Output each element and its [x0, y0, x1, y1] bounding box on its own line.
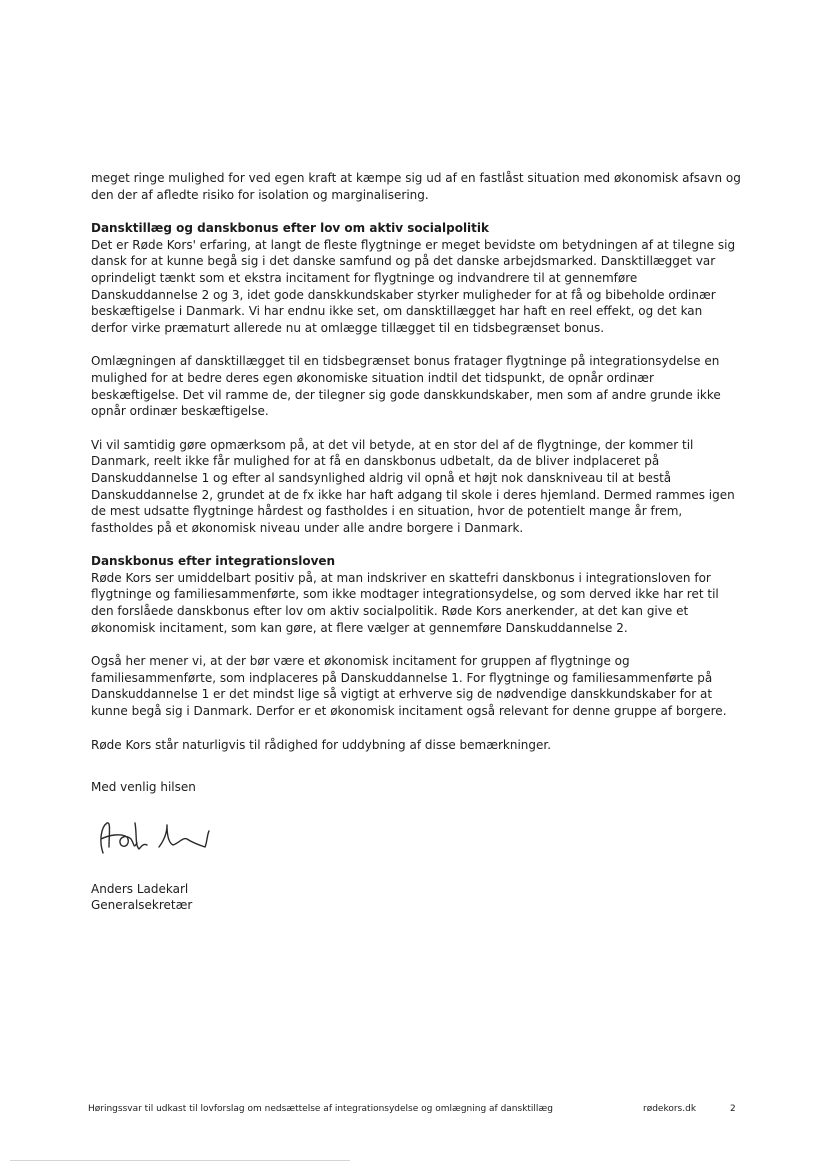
paragraph-continuation: meget ringe mulighed for ved egen kraft at kæmpe sig ud af en fastlåst situation med økonomisk afsavn og den der af afledte risiko for isolation og marginalisering.	[91, 171, 741, 202]
section-heading-danskbonus: Danskbonus efter integrationsloven	[91, 554, 336, 569]
paragraph-danskbonus-intro: Røde Kors ser umiddelbart positiv på, at man indskriver en skattefri danskbonus i integrationsloven for flygtninge og familiesammenførte, som ikke modtager integrationsydelse, og som derved ikke har ret til den forslåede danskbonus efter lov om aktiv socialpolitik. Røde Kors anerkender, at det kan give et økonomisk incitament, som kan gøre, at flere vælger at gennemføre Danskuddannelse 2.	[91, 570, 719, 635]
signer-title: Generalsekretær	[91, 898, 193, 913]
paragraph-raadighed: Røde Kors står naturligvis til rådighed for uddybning af disse bemærkninger.	[91, 737, 552, 752]
handwritten-signature	[95, 813, 225, 861]
footer-website: rødekors.dk	[643, 1104, 697, 1114]
closing-greeting: Med venlig hilsen	[91, 780, 196, 795]
footer-page-number: 2	[730, 1104, 736, 1114]
paragraph-omlaegning: Omlægningen af dansktillægget til en tidsbegrænset bonus fratager flygtninge på integrationsydelse en mulighed for at bedre deres egen økonomiske situation indtil det tidspunkt, de opnår ordinær beskæftigelse. Det vil ramme de, der tilegner sig gode danskkundskaber, men som af andre grunde ikke opnår ordinær beskæftigelse.	[91, 354, 721, 419]
paragraph-okonomisk-incitament: Også her mener vi, at der bør være et økonomisk incitament for gruppen af flygtninge og familiesammenførte, som indplaceres på Danskuddannelse 1. For flygtninge og familiesammenførte på Danskuddannelse 1 er det mindst lige så vigtigt at erhverve sig de nødvendige danskkundskaber for at kunne begå sig i Danmark. Derfor er et økonomisk incitament også relevant for denne gruppe af borgere.	[91, 654, 727, 719]
footer-document-title: Høringssvar til udkast til lovforslag om nedsættelse af integrationsydelse og omlægning af dansktillæg	[88, 1104, 553, 1114]
letter-body	[91, 170, 741, 914]
paragraph-opmaerksom: Vi vil samtidig gøre opmærksom på, at det vil betyde, at en stor del af de flygtninge, der kommer til Danmark, reelt ikke får mulighed for at få en danskbonus udbetalt, da de bliver indplaceret på Danskuddannelse 1 og efter al sandsynlighed aldrig vil opnå et højt nok danskniveau til at bestå Danskuddannelse 2, grundet at de fx ikke har haft adgang til skole i deres hjemland. Dermed rammes igen de mest udsatte flygtninge hårdest og fastholdes i en situation, hvor de potentielt mange år frem, fastholdes på et økonomisk niveau under alle andre borgere i Danmark.	[91, 437, 735, 535]
signer-name: Anders Ladekarl	[91, 881, 189, 896]
scan-edge-rule	[10, 1160, 350, 1161]
signer-block	[91, 881, 741, 914]
paragraph-dansktillaeg-intro: Det er Røde Kors' erfaring, at langt de fleste flygtninge er meget bevidste om betydningen af at tilegne sig dansk for at kunne begå sig i det danske samfund og på det danske arbejdsmarked. Dansktillægget var oprindeligt tænkt som et ekstra incitament for flygtninge og indvandrere til at gennemføre Danskuddannelse 2 og 3, idet gode danskkundskaber styrker muligheder for at få og bibeholde ordinær beskæftigelse i Danmark. Vi har endnu ikke set, om dansktillægget har haft en reel effekt, og det kan derfor virke præmaturt allerede nu at omlægge tillægget til en tidsbegrænset bonus.	[91, 237, 736, 335]
section-heading-dansktillaeg: Dansktillæg og danskbonus efter lov om aktiv socialpolitik	[91, 221, 490, 236]
